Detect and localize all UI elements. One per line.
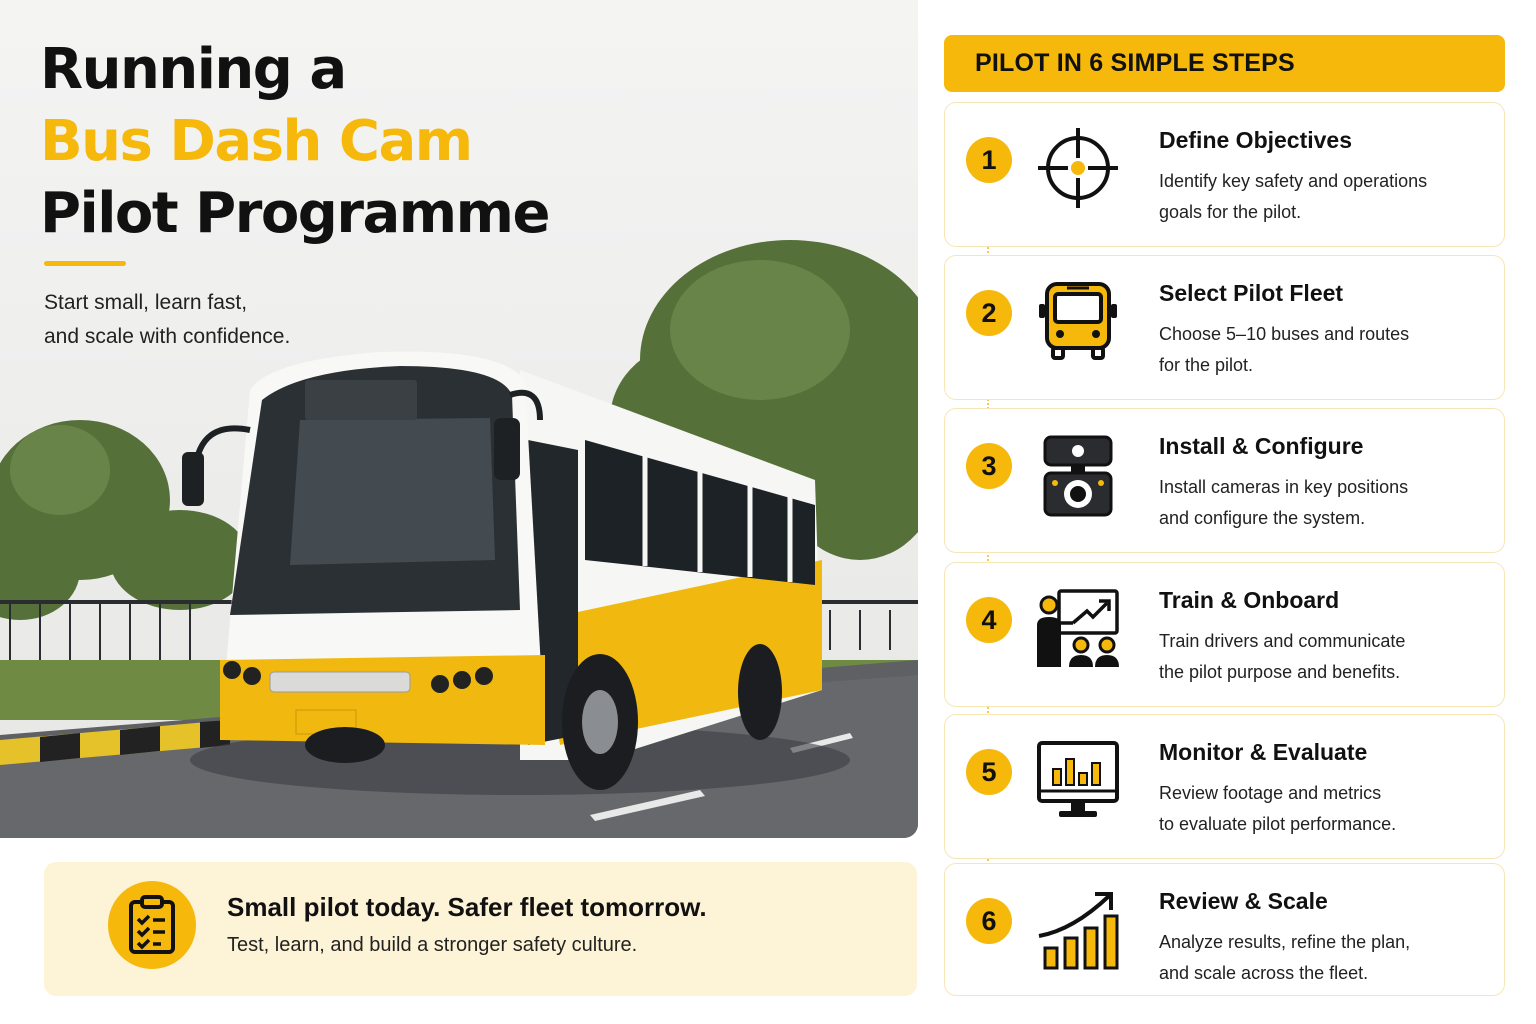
step-title: Monitor & Evaluate — [1159, 739, 1368, 765]
step-number: 5 — [966, 749, 1012, 795]
bus-front-icon — [1033, 276, 1123, 366]
step-card-6 — [944, 863, 1505, 996]
step-title: Review & Scale — [1159, 888, 1328, 914]
step-card-3 — [944, 408, 1505, 553]
step-desc-line: for the pilot. — [1159, 355, 1254, 375]
target-crosshair-icon — [1033, 123, 1123, 213]
step-card-5 — [944, 714, 1505, 859]
step-desc-line: Identify key safety and operations — [1159, 171, 1428, 191]
clipboard-checklist-icon — [108, 881, 196, 969]
step-description — [1159, 626, 1479, 688]
dash-camera-icon — [1033, 429, 1123, 519]
callout-banner — [44, 862, 917, 996]
title-line-2: Bus Dash Cam — [40, 109, 472, 174]
step-description — [1159, 927, 1479, 989]
callout-text: Test, learn, and build a stronger safety culture. — [227, 934, 638, 956]
monitor-chart-icon — [1033, 735, 1123, 825]
step-desc-line: Choose 5–10 buses and routes — [1159, 324, 1410, 344]
title-line-3: Pilot Programme — [40, 181, 549, 246]
step-number: 6 — [966, 898, 1012, 944]
hero-subtitle — [44, 286, 464, 354]
step-title: Install & Configure — [1159, 433, 1364, 459]
subtitle-line-1: Start small, learn fast, — [44, 291, 248, 314]
step-number: 2 — [966, 290, 1012, 336]
title-underline — [44, 261, 126, 266]
step-title: Define Objectives — [1159, 127, 1353, 153]
step-desc-line: goals for the pilot. — [1159, 202, 1302, 222]
step-number: 3 — [966, 443, 1012, 489]
subtitle-line-2: and scale with confidence. — [44, 325, 291, 348]
step-description — [1159, 472, 1479, 534]
step-desc-line: to evaluate pilot performance. — [1159, 814, 1397, 834]
title-line-1: Running a — [40, 37, 346, 102]
step-description — [1159, 319, 1479, 381]
step-title: Select Pilot Fleet — [1159, 280, 1344, 306]
step-card-4 — [944, 562, 1505, 707]
step-desc-line: and scale across the fleet. — [1159, 963, 1369, 983]
step-card-1 — [944, 102, 1505, 247]
step-desc-line: Train drivers and communicate — [1159, 631, 1406, 651]
hero-title — [40, 34, 560, 250]
step-desc-line: Review footage and metrics — [1159, 783, 1382, 803]
step-desc-line: Install cameras in key positions — [1159, 477, 1409, 497]
step-card-2 — [944, 255, 1505, 400]
growth-chart-icon — [1033, 884, 1123, 974]
step-description — [1159, 166, 1479, 228]
callout-title: Small pilot today. Safer fleet tomorrow. — [227, 892, 707, 922]
step-number: 1 — [966, 137, 1012, 183]
steps-header: PILOT IN 6 SIMPLE STEPS — [944, 35, 1505, 92]
training-presentation-icon — [1033, 583, 1123, 673]
step-description — [1159, 778, 1479, 840]
step-number: 4 — [966, 597, 1012, 643]
step-desc-line: the pilot purpose and benefits. — [1159, 662, 1401, 682]
step-desc-line: Analyze results, refine the plan, — [1159, 932, 1411, 952]
step-desc-line: and configure the system. — [1159, 508, 1366, 528]
step-title: Train & Onboard — [1159, 587, 1340, 613]
